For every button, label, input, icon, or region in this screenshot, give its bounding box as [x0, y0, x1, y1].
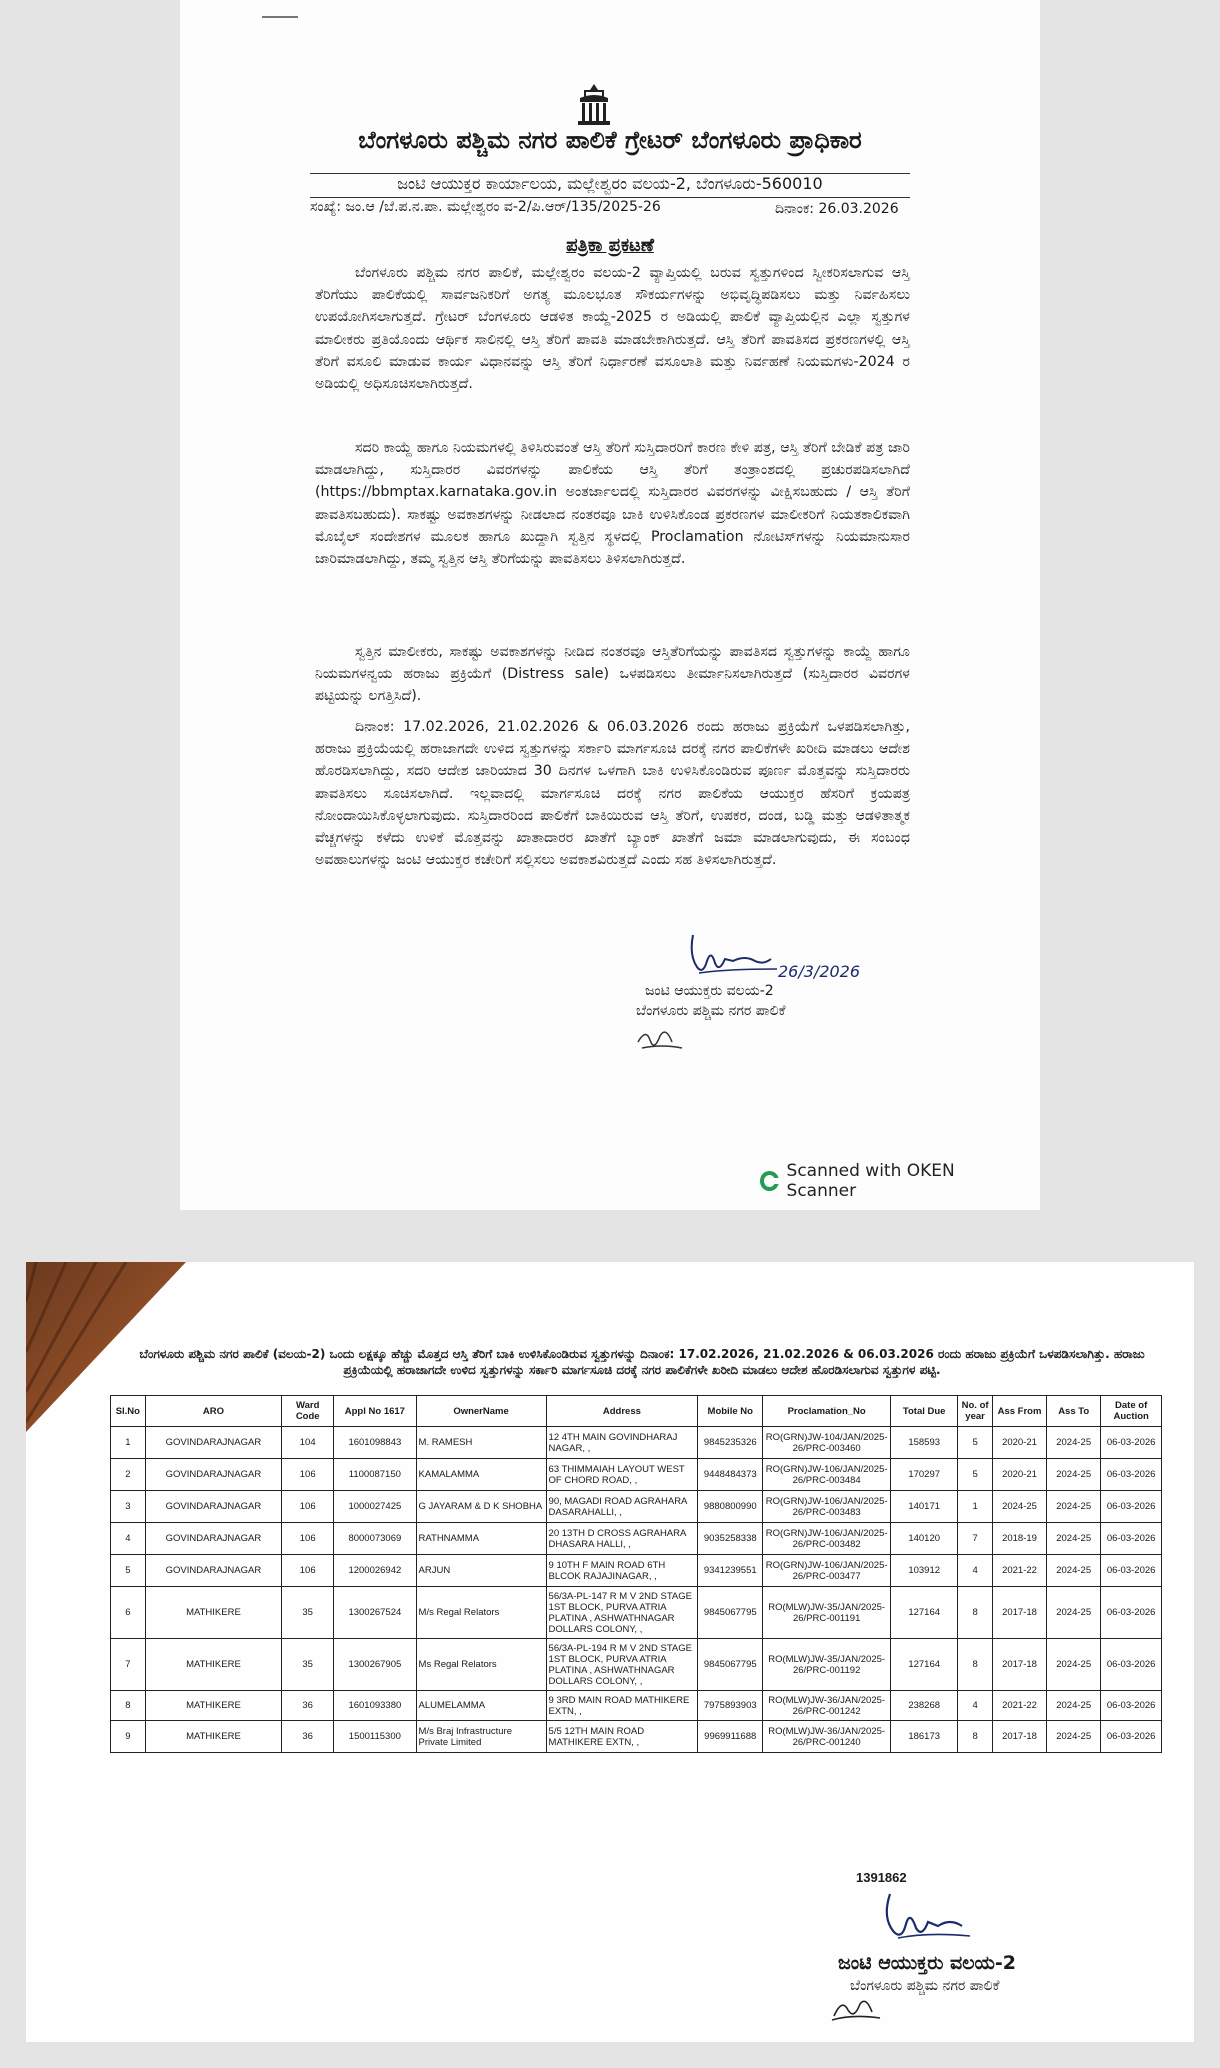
initials-mark — [828, 1990, 888, 2024]
table-cell: RO(GRN)JW-106/JAN/2025-26/PRC-003477 — [763, 1555, 891, 1587]
table-cell: 4 — [111, 1523, 146, 1555]
table-cell: 9 10TH F MAIN ROAD 6TH BLCOK RAJAJINAGAR, , — [546, 1555, 698, 1587]
table-cell: GOVINDARAJNAGAR — [145, 1427, 282, 1459]
grand-total: 1391862 — [856, 1870, 907, 1885]
table-cell: 06-03-2026 — [1101, 1459, 1162, 1491]
table-cell: 9845067795 — [698, 1639, 763, 1691]
table-row — [111, 1555, 1162, 1587]
table-cell: M/s Braj Infrastructure Private Limited — [416, 1721, 546, 1753]
table-cell: 56/3A-PL-147 R M V 2ND STAGE 1ST BLOCK, PURVA ATRIA PLATINA , ASHWATHNAGAR DOLLARS COLONY, , — [546, 1587, 698, 1639]
table-row — [111, 1491, 1162, 1523]
table-cell: MATHIKERE — [145, 1721, 282, 1753]
table-cell: 06-03-2026 — [1101, 1427, 1162, 1459]
column-header: Appl No 1617 — [334, 1396, 416, 1427]
table-cell: 9845235326 — [698, 1427, 763, 1459]
table-cell: 9880800990 — [698, 1491, 763, 1523]
office-address: ಜಂಟಿ ಆಯುಕ್ತರ ಕಾರ್ಯಾಲಯ, ಮಲ್ಲೇಶ್ವರಂ ವಲಯ-2, ಬೆಂಗಳೂರು-560010 — [397, 174, 823, 193]
table-cell: 35 — [282, 1587, 334, 1639]
column-header: Ward Code — [282, 1396, 334, 1427]
table-cell: Ms Regal Relators — [416, 1639, 546, 1691]
emblem-icon — [572, 82, 616, 128]
initials-mark — [632, 1022, 692, 1058]
table-cell: 106 — [282, 1491, 334, 1523]
table-cell: 9969911688 — [698, 1721, 763, 1753]
table-cell: 36 — [282, 1721, 334, 1753]
table-row — [111, 1721, 1162, 1753]
scanner-watermark — [760, 1161, 1000, 1201]
table-cell: GOVINDARAJNAGAR — [145, 1555, 282, 1587]
paragraph-1: ಬೆಂಗಳೂರು ಪಶ್ಚಿಮ ನಗರ ಪಾಲಿಕೆ, ಮಲ್ಲೇಶ್ವರಂ ವಲಯ-2 ವ್ಯಾಪ್ತಿಯಲ್ಲಿ ಬರುವ ಸ್ವತ್ತುಗಳಿಂದ ಸ್ವೀಕರಿಸಲಾಗುವ ಆಸ್ತಿ ತೆರಿಗೆಯು ಪಾಲಿಕೆಯಲ್ಲಿ ಸಾರ್ವಜನಿಕರಿಗೆ ಅಗತ್ಯ ಮೂಲಭೂತ ಸೌಕರ್ಯಗಳನ್ನು ಅಭಿವೃದ್ಧಿಪಡಿಸಲು ಮತ್ತು ನಿರ್ವಹಿಸಲು ಉಪಯೋಗಿಸಲಾಗುತ್ತದೆ. ಗ್ರೇಟರ್ ಬೆಂಗಳೂರು ಆಡಳಿತ ಕಾಯ್ದೆ-2025 ರ ಅಡಿಯಲ್ಲಿ ಪಾಲಿಕೆ ವ್ಯಾಪ್ತಿಯಲ್ಲಿನ ಎಲ್ಲಾ ಸ್ವತ್ತುಗಳ ಮಾಲೀಕರು ಪ್ರತಿಯೊಂದು ಆರ್ಥಿಕ ಸಾಲಿನಲ್ಲಿ ಆಸ್ತಿ ತೆರಿಗೆ ಪಾವತಿ ಮಾಡಬೇಕಾಗಿರುತ್ತದೆ. ಆಸ್ತಿ ತೆರಿಗೆ ಪಾವತಿಸದ ಪ್ರಕರಣಗಳಲ್ಲಿ ಆಸ್ತಿ ತೆರಿಗೆ ವಸೂಲಿ ಮಾಡುವ ಕಾರ್ಯ ವಿಧಾನವನ್ನು ಆಸ್ತಿ ತೆರಿಗೆ ನಿರ್ಧಾರಣೆ ವಸೂಲಾತಿ ಮತ್ತು ನಿರ್ವಹಣೆ ನಿಯಮಗಳು-2024 ರ ಅಡಿಯಲ್ಲಿ ಅಧಿಸೂಚಿಸಲಾಗಿರುತ್ತದೆ. — [315, 265, 910, 393]
table-row — [111, 1587, 1162, 1639]
signatory-title: ಜಂಟಿ ಆಯುಕ್ತರು ವಲಯ-2 — [645, 983, 774, 999]
header-divider — [310, 197, 910, 198]
table-cell: 1601093380 — [334, 1691, 416, 1721]
table-row — [111, 1459, 1162, 1491]
table-cell: 2024-25 — [1047, 1491, 1101, 1523]
table-cell: 5 — [958, 1459, 993, 1491]
table-cell: 06-03-2026 — [1101, 1721, 1162, 1753]
table-cell: 2021-22 — [992, 1691, 1046, 1721]
table-cell: 06-03-2026 — [1101, 1691, 1162, 1721]
table-cell: 2024-25 — [1047, 1555, 1101, 1587]
table-cell: 2018-19 — [992, 1523, 1046, 1555]
column-header: Mobile No — [698, 1396, 763, 1427]
table-cell: 127164 — [891, 1587, 958, 1639]
table-cell: 9 — [111, 1721, 146, 1753]
table-cell: 3 — [111, 1491, 146, 1523]
table-cell: 2017-18 — [992, 1639, 1046, 1691]
column-header: OwnerName — [416, 1396, 546, 1427]
table-cell: 20 13TH D CROSS AGRAHARA DHASARA HALLI, , — [546, 1523, 698, 1555]
table-cell: 1300267905 — [334, 1639, 416, 1691]
column-header: Address — [546, 1396, 698, 1427]
table-cell: 106 — [282, 1523, 334, 1555]
table-cell: ALUMELAMMA — [416, 1691, 546, 1721]
table-cell: 2020-21 — [992, 1459, 1046, 1491]
table-cell: KAMALAMMA — [416, 1459, 546, 1491]
table-cell: 36 — [282, 1691, 334, 1721]
table-cell: 35 — [282, 1639, 334, 1691]
table-header-row — [111, 1396, 1162, 1427]
table-cell: 2024-25 — [1047, 1459, 1101, 1491]
column-header: Ass From — [992, 1396, 1046, 1427]
table-cell: 06-03-2026 — [1101, 1555, 1162, 1587]
table-cell: 1 — [958, 1491, 993, 1523]
scanner-label: Scanned with OKEN Scanner — [786, 1161, 955, 1201]
table-cell: 4 — [958, 1691, 993, 1721]
table-cell: 9448484373 — [698, 1459, 763, 1491]
signature-image — [878, 1888, 998, 1948]
table-cell: 2020-21 — [992, 1427, 1046, 1459]
table-cell: GOVINDARAJNAGAR — [145, 1491, 282, 1523]
table-cell: 7975893903 — [698, 1691, 763, 1721]
table-row — [111, 1691, 1162, 1721]
table-cell: GOVINDARAJNAGAR — [145, 1523, 282, 1555]
table-cell: G JAYARAM & D K SHOBHA — [416, 1491, 546, 1523]
table-cell: RATHNAMMA — [416, 1523, 546, 1555]
column-header: Proclamation_No — [763, 1396, 891, 1427]
table-cell: 8 — [958, 1639, 993, 1691]
table-cell: 2024-25 — [992, 1491, 1046, 1523]
table-cell: 1000027425 — [334, 1491, 416, 1523]
table-cell: RO(MLW)JW-35/JAN/2025-26/PRC-001192 — [763, 1639, 891, 1691]
table-cell: 127164 — [891, 1639, 958, 1691]
scan-mark — [262, 16, 298, 18]
table-cell: MATHIKERE — [145, 1639, 282, 1691]
table-cell: 8000073069 — [334, 1523, 416, 1555]
table-cell: 8 — [111, 1691, 146, 1721]
table-cell: 2024-25 — [1047, 1523, 1101, 1555]
table-cell: 5 — [958, 1427, 993, 1459]
table-cell: 8 — [958, 1721, 993, 1753]
signatory-organization: ಬೆಂಗಳೂರು ಪಶ್ಚಿಮ ನಗರ ಪಾಲಿಕೆ — [850, 1978, 1000, 1994]
table-cell: 6 — [111, 1587, 146, 1639]
scanner-logo-icon — [760, 1171, 779, 1191]
table-cell: 1300267524 — [334, 1587, 416, 1639]
table-cell: 106 — [282, 1459, 334, 1491]
table-cell: 1200026942 — [334, 1555, 416, 1587]
press-release-page — [180, 0, 1040, 1210]
table-cell: 9035258338 — [698, 1523, 763, 1555]
table-cell: 5 — [111, 1555, 146, 1587]
table-cell: 140120 — [891, 1523, 958, 1555]
table-cell: 5/5 12TH MAIN ROAD MATHIKERE EXTN, , — [546, 1721, 698, 1753]
paragraph-4: ದಿನಾಂಕ: 17.02.2026, 21.02.2026 & 06.03.2026 ರಂದು ಹರಾಜು ಪ್ರಕ್ರಿಯೆಗೆ ಒಳಪಡಿಸಲಾಗಿತ್ತು, ಹರಾಜು ಪ್ರಕ್ರಿಯೆಯಲ್ಲಿ ಹರಾಜಾಗದೇ ಉಳಿದ ಸ್ವತ್ತುಗಳನ್ನು ಸರ್ಕಾರಿ ಮಾರ್ಗಸೂಚಿ ದರಕ್ಕೆ ನಗರ ಪಾಲಿಕೆಗಳೇ ಖರೀದಿ ಮಾಡಲು ಆದೇಶ ಹೊರಡಿಸಲಾಗಿದ್ದು, ಸದರಿ ಆದೇಶ ಜಾರಿಯಾದ 30 ದಿನಗಳ ಒಳಗಾಗಿ ಬಾಕಿ ಉಳಿಸಿಕೊಂಡಿರುವ ಪೂರ್ಣ ಮೊತ್ತವನ್ನು ಸುಸ್ತಿದಾರರು ಪಾವತಿಸಲು ಸೂಚಿಸಲಾಗಿದೆ. ಇಲ್ಲವಾದಲ್ಲಿ ಮಾರ್ಗಸೂಚಿ ದರಕ್ಕೆ ನಗರ ಪಾಲಿಕೆಯ ಆಯುಕ್ತರ ಹೆಸರಿಗೆ ಕ್ರಯಪತ್ರ ನೋಂದಾಯಿಸಿಕೊಳ್ಳಲಾಗುವುದು. ಸುಸ್ತಿದಾರರಿಂದ ಪಾಲಿಕೆಗೆ ಬಾಕಿಯಿರುವ ಆಸ್ತಿ ತೆರಿಗೆ, ಉಪಕರ, ದಂಡ, ಬಡ್ಡಿ ಮತ್ತು ಆಡಳಿತಾತ್ಮಕ ವೆಚ್ಚಗಳನ್ನು ಕಳೆದು ಉಳಿಕೆ ಮೊತ್ತವನ್ನು ಖಾತಾದಾರರ ಖಾತೆಗೆ ಬ್ಯಾಂಕ್ ಖಾತೆಗೆ ಜಮಾ ಮಾಡಲಾಗುವುದು, ಈ ಸಂಬಂಧ ಅವಹಾಲುಗಳನ್ನು ಜಂಟಿ ಆಯುಕ್ತರ ಕಚೇರಿಗೆ ಸಲ್ಲಿಸಲು ಅವಕಾಶವಿರುತ್ತದೆ ಎಂದು ಸಹ ತಿಳಿಸಲಾಗಿರುತ್ತದೆ. — [315, 719, 910, 869]
table-cell: 104 — [282, 1427, 334, 1459]
list-header: ಬೆಂಗಳೂರು ಪಶ್ಚಿಮ ನಗರ ಪಾಲಿಕೆ (ವಲಯ-2) ಒಂದು ಲಕ್ಷಕ್ಕೂ ಹೆಚ್ಚು ಮೊತ್ತದ ಆಸ್ತಿ ತೆರಿಗೆ ಬಾಕಿ ಉಳಿಸಿಕೊಂಡಿರುವ ಸ್ವತ್ತುಗಳನ್ನು ದಿನಾಂಕ: 17.02.2026, 21.02.2026 & 06.03.2026 ರಂದು ಹರಾಜು ಪ್ರಕ್ರಿಯೆಗೆ ಒಳಪಡಿಸಲಾಗಿತ್ತು. ಹರಾಜು ಪ್ರಕ್ರಿಯೆಯಲ್ಲಿ ಹರಾಜಾಗದೇ ಉಳಿದ ಸ್ವತ್ತುಗಳನ್ನು ಸರ್ಕಾರಿ ಮಾರ್ಗಸೂಚಿ ದರಕ್ಕೆ ನಗರ ಪಾಲಿಕೆಗಳೇ ಖರೀದಿ ಮಾಡಲು ಆದೇಶ ಹೊರಡಿಸಲಾಗುವ ಸ್ವತ್ತುಗಳ ಪಟ್ಟಿ. — [139, 1347, 1145, 1377]
table-cell: 2024-25 — [1047, 1427, 1101, 1459]
table-cell: 06-03-2026 — [1101, 1491, 1162, 1523]
table-cell: 1601098843 — [334, 1427, 416, 1459]
table-cell: 2017-18 — [992, 1721, 1046, 1753]
table-cell: 06-03-2026 — [1101, 1587, 1162, 1639]
table-cell: 7 — [111, 1639, 146, 1691]
table-cell: 4 — [958, 1555, 993, 1587]
table-cell: 1 — [111, 1427, 146, 1459]
table-cell: 56/3A-PL-194 R M V 2ND STAGE 1ST BLOCK, PURVA ATRIA PLATINA , ASHWATHNAGAR DOLLARS COLONY, , — [546, 1639, 698, 1691]
table-cell: 186173 — [891, 1721, 958, 1753]
table-cell: 106 — [282, 1555, 334, 1587]
table-cell: 140171 — [891, 1491, 958, 1523]
table-cell: 1500115300 — [334, 1721, 416, 1753]
paragraph-3: ಸ್ವತ್ತಿನ ಮಾಲೀಕರು, ಸಾಕಷ್ಟು ಅವಕಾಶಗಳನ್ನು ನೀಡಿದ ನಂತರವೂ ಆಸ್ತಿತೆರಿಗೆಯನ್ನು ಪಾವತಿಸದ ಸ್ವತ್ತುಗಳನ್ನು ಕಾಯ್ದೆ ಹಾಗೂ ನಿಯಮಗಳನ್ವಯ ಹರಾಜು ಪ್ರಕ್ರಿಯೆಗೆ (Distress sale) ಒಳಪಡಿಸಲು ತೀರ್ಮಾನಿಸಲಾಗಿರುತ್ತದೆ (ಸುಸ್ತಿದಾರರ ವಿವರಗಳ ಪಟ್ಟಿಯನ್ನು ಲಗತ್ತಿಸಿದೆ). — [315, 644, 910, 705]
table-cell: 90, MAGADI ROAD AGRAHARA DASARAHALLI, , — [546, 1491, 698, 1523]
table-cell: M. RAMESH — [416, 1427, 546, 1459]
table-cell: RO(MLW)JW-36/JAN/2025-26/PRC-001242 — [763, 1691, 891, 1721]
defaulters-table — [110, 1395, 1162, 1753]
signature-date: 26/3/2026 — [778, 962, 861, 981]
table-cell: 06-03-2026 — [1101, 1639, 1162, 1691]
table-cell: 158593 — [891, 1427, 958, 1459]
press-release-heading: ಪತ್ರಿಕಾ ಪ್ರಕಟಣೆ — [566, 235, 654, 256]
table-cell: 63 THIMMAIAH LAYOUT WEST OF CHORD ROAD, , — [546, 1459, 698, 1491]
table-cell: 9 3RD MAIN ROAD MATHIKERE EXTN, , — [546, 1691, 698, 1721]
table-cell: 2017-18 — [992, 1587, 1046, 1639]
table-row — [111, 1639, 1162, 1691]
document-date: ದಿನಾಂಕ: 26.03.2026 — [775, 201, 899, 217]
table-cell: 9341239551 — [698, 1555, 763, 1587]
table-cell: RO(MLW)JW-36/JAN/2025-26/PRC-001240 — [763, 1721, 891, 1753]
table-cell: 06-03-2026 — [1101, 1523, 1162, 1555]
table-cell: 238268 — [891, 1691, 958, 1721]
signatory-title: ಜಂಟಿ ಆಯುಕ್ತರು ವಲಯ-2 — [838, 1952, 1016, 1974]
table-row — [111, 1427, 1162, 1459]
table-cell: ARJUN — [416, 1555, 546, 1587]
table-cell: RO(GRN)JW-106/JAN/2025-26/PRC-003484 — [763, 1459, 891, 1491]
table-row — [111, 1523, 1162, 1555]
column-header: Total Due — [891, 1396, 958, 1427]
table-cell: 103912 — [891, 1555, 958, 1587]
column-header: ARO — [145, 1396, 282, 1427]
column-header: Date of Auction — [1101, 1396, 1162, 1427]
table-cell: RO(GRN)JW-104/JAN/2025-26/PRC-003460 — [763, 1427, 891, 1459]
column-header: No. of year — [958, 1396, 993, 1427]
table-cell: 1100087150 — [334, 1459, 416, 1491]
table-cell: GOVINDARAJNAGAR — [145, 1459, 282, 1491]
table-cell: RO(MLW)JW-35/JAN/2025-26/PRC-001191 — [763, 1587, 891, 1639]
table-cell: 12 4TH MAIN GOVINDHARAJ NAGAR, , — [546, 1427, 698, 1459]
table-cell: MATHIKERE — [145, 1587, 282, 1639]
table-cell: 170297 — [891, 1459, 958, 1491]
table-cell: 2024-25 — [1047, 1721, 1101, 1753]
organization-title: ಬೆಂಗಳೂರು ಪಶ್ಚಿಮ ನಗರ ಪಾಲಿಕೆ ಗ್ರೇಟರ್ ಬೆಂಗಳೂರು ಪ್ರಾಧಿಕಾರ — [358, 126, 862, 154]
column-header: Ass To — [1047, 1396, 1101, 1427]
table-cell: MATHIKERE — [145, 1691, 282, 1721]
table-cell: M/s Regal Relators — [416, 1587, 546, 1639]
table-cell: 2024-25 — [1047, 1691, 1101, 1721]
table-cell: 9845067795 — [698, 1587, 763, 1639]
table-cell: RO(GRN)JW-106/JAN/2025-26/PRC-003482 — [763, 1523, 891, 1555]
table-cell: RO(GRN)JW-106/JAN/2025-26/PRC-003483 — [763, 1491, 891, 1523]
column-header: Sl.No — [111, 1396, 146, 1427]
paragraph-2: ಸದರಿ ಕಾಯ್ದೆ ಹಾಗೂ ನಿಯಮಗಳಲ್ಲಿ ತಿಳಿಸಿರುವಂತೆ ಆಸ್ತಿ ತೆರಿಗೆ ಸುಸ್ತಿದಾರರಿಗೆ ಕಾರಣ ಕೇಳಿ ಪತ್ರ, ಆಸ್ತಿ ತೆರಿಗೆ ಬೇಡಿಕೆ ಪತ್ರ ಜಾರಿ ಮಾಡಲಾಗಿದ್ದು, ಸುಸ್ತಿದಾರರ ವಿವರಗಳನ್ನು ಪಾಲಿಕೆಯ ಆಸ್ತಿ ತೆರಿಗೆ ತಂತ್ರಾಂಶದಲ್ಲಿ ಪ್ರಚುರಪಡಿಸಲಾಗಿದೆ (https://bbmptax.karnataka.gov.in ಅಂತರ್ಜಾಲದಲ್ಲಿ ಸುಸ್ತಿದಾರರ ವಿವರಗಳನ್ನು ವೀಕ್ಷಿಸಬಹುದು / ಆಸ್ತಿ ತೆರಿಗೆ ಪಾವತಿಸಬಹುದು). ಸಾಕಷ್ಟು ಅವಕಾಶಗಳನ್ನು ನೀಡಲಾದ ನಂತರವೂ ಬಾಕಿ ಉಳಿಸಿಕೊಂಡ ಪ್ರಕರಣಗಳ ಮಾಲೀಕರಿಗೆ ನಿಯತಕಾಲಿಕವಾಗಿ ಮೊಬೈಲ್ ಸಂದೇಶಗಳ ಮೂಲಕ ಹಾಗೂ ಖುದ್ದಾಗಿ ಸ್ವತ್ತಿನ ಸ್ಥಳದಲ್ಲಿ Proclamation ನೋಟಿಸ್‌ಗಳನ್ನು ನಿಯಮಾನುಸಾರ ಜಾರಿಮಾಡಲಾಗಿದ್ದು, ತಮ್ಮ ಸ್ವತ್ತಿನ ಆಸ್ತಿ ತೆರಿಗೆಯನ್ನು ಪಾವತಿಸಲು ತಿಳಿಸಲಾಗಿರುತ್ತದೆ. — [315, 440, 910, 568]
table-cell: 7 — [958, 1523, 993, 1555]
reference-number: ಸಂಖ್ಯೆ: ಜಂ.ಆ /ಬೆ.ಪ.ನ.ಪಾ. ಮಲ್ಲೇಶ್ವರಂ ವ-2/ಪಿ.ಆರ್/135/2025-26 — [310, 199, 661, 215]
table-cell: 2 — [111, 1459, 146, 1491]
table-cell: 8 — [958, 1587, 993, 1639]
table-cell: 2024-25 — [1047, 1587, 1101, 1639]
signatory-organization: ಬೆಂಗಳೂರು ಪಶ್ಚಿಮ ನಗರ ಪಾಲಿಕೆ — [636, 1003, 786, 1019]
table-cell: 2024-25 — [1047, 1639, 1101, 1691]
table-cell: 2021-22 — [992, 1555, 1046, 1587]
